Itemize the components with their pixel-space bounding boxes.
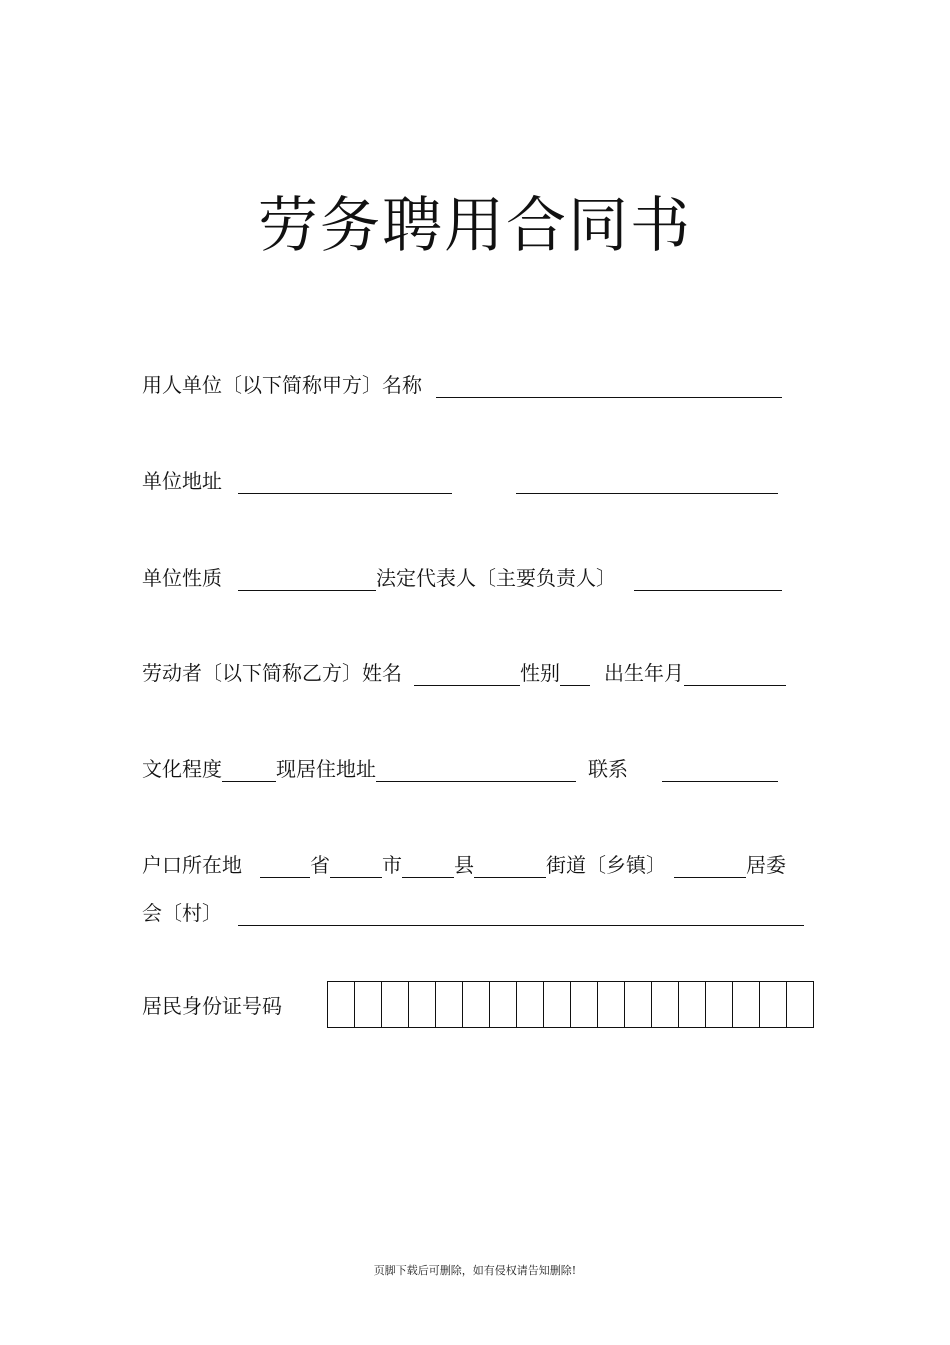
county-label: 县: [454, 853, 474, 877]
employer-address-label: 单位地址: [142, 469, 222, 493]
province-field[interactable]: [260, 857, 310, 878]
current-address-field[interactable]: [376, 761, 576, 782]
worker-row: [142, 656, 786, 686]
id-digit-box[interactable]: [571, 981, 598, 1028]
id-digit-box[interactable]: [328, 981, 355, 1028]
id-digit-box[interactable]: [706, 981, 733, 1028]
gender-label: 性别: [520, 661, 560, 685]
hukou-row: [142, 848, 786, 878]
birth-field[interactable]: [684, 665, 786, 686]
village-row: [142, 896, 804, 926]
street-field[interactable]: [474, 857, 546, 878]
current-address-label: 现居住地址: [276, 757, 376, 781]
city-label: 市: [382, 853, 402, 877]
employer-address-field-2[interactable]: [516, 473, 778, 494]
province-label: 省: [310, 853, 330, 877]
id-digit-box[interactable]: [733, 981, 760, 1028]
document-title: 劳务聘用合同书: [258, 191, 692, 261]
employer-nature-field[interactable]: [238, 570, 376, 591]
committee-label: 居委: [746, 853, 786, 877]
education-label: 文化程度: [142, 757, 222, 781]
education-row: [142, 752, 778, 782]
county-field[interactable]: [402, 857, 454, 878]
id-digit-box[interactable]: [382, 981, 409, 1028]
id-digit-box[interactable]: [409, 981, 436, 1028]
birth-label: 出生年月: [604, 661, 684, 685]
city-field[interactable]: [330, 857, 382, 878]
footer-note: 页脚下载后可删除，如有侵权请告知删除!: [373, 1264, 577, 1277]
legal-rep-label: 法定代表人〔主要负责人〕: [376, 566, 616, 590]
employer-nature-row: [142, 561, 782, 591]
worker-name-field[interactable]: [414, 665, 520, 686]
education-field[interactable]: [222, 761, 276, 782]
employer-address-row: [142, 464, 778, 494]
id-digit-box[interactable]: [490, 981, 517, 1028]
committee-field[interactable]: [674, 857, 746, 878]
id-digit-box[interactable]: [787, 981, 814, 1028]
committee-label-2: 会〔村〕: [142, 901, 222, 925]
contact-label: 联系: [588, 757, 628, 781]
id-digit-box[interactable]: [517, 981, 544, 1028]
id-number-boxes: [327, 981, 814, 1028]
employer-name-label: 用人单位〔以下简称甲方〕名称: [142, 373, 422, 397]
id-digit-box[interactable]: [679, 981, 706, 1028]
employer-nature-label: 单位性质: [142, 566, 222, 590]
hukou-label: 户口所在地: [142, 853, 242, 877]
id-digit-box[interactable]: [544, 981, 571, 1028]
id-digit-box[interactable]: [652, 981, 679, 1028]
legal-rep-field[interactable]: [634, 570, 782, 591]
village-field[interactable]: [238, 905, 804, 926]
employer-name-field[interactable]: [436, 377, 782, 398]
employer-address-field[interactable]: [238, 473, 452, 494]
employer-name-row: [142, 368, 782, 398]
id-digit-box[interactable]: [625, 981, 652, 1028]
id-digit-box[interactable]: [760, 981, 787, 1028]
id-digit-box[interactable]: [355, 981, 382, 1028]
id-number-label: 居民身份证号码: [142, 994, 282, 1018]
id-digit-box[interactable]: [436, 981, 463, 1028]
id-digit-box[interactable]: [598, 981, 625, 1028]
id-digit-box[interactable]: [463, 981, 490, 1028]
street-label: 街道〔乡镇〕: [546, 853, 666, 877]
gender-field[interactable]: [560, 665, 590, 686]
worker-name-label: 劳动者〔以下简称乙方〕姓名: [142, 661, 402, 685]
contact-field[interactable]: [662, 761, 778, 782]
